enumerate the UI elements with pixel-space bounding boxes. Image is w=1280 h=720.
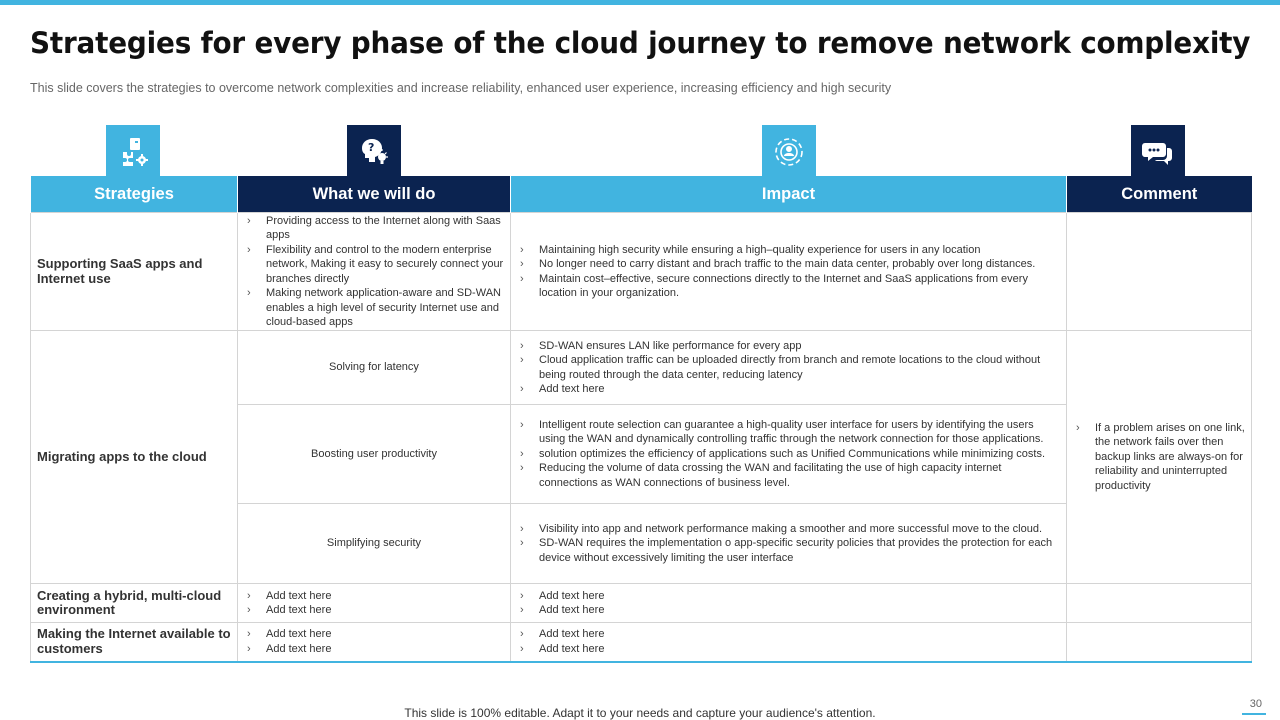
what-cell: Boosting user productivity — [238, 405, 511, 504]
list-item: › Visibility into app and network performance making a smoother and more successful move to the cloud. — [517, 522, 1060, 537]
page-number-underline — [1242, 713, 1266, 715]
page-number: 30 — [1249, 698, 1262, 710]
list-item: › Cloud application traffic can be uploaded directly from branch and remote locations to the cloud without being routed through the data center, reducing latency — [517, 353, 1060, 382]
comment-cell — [1067, 584, 1252, 623]
strategy-icon — [106, 125, 160, 179]
comment-cell — [1067, 213, 1252, 331]
list-item: › Providing access to the Internet along with Saas apps — [244, 214, 504, 243]
list-item: › Add text here — [244, 642, 504, 657]
table-row — [31, 584, 1252, 623]
list-item: › Add text here — [517, 603, 1060, 618]
impact-cell — [511, 213, 1067, 331]
slide-subtitle: This slide covers the strategies to overcome network complexities and increase reliability, enhanced user experience, increasing efficiency and high security — [30, 81, 892, 95]
impact-cell — [511, 331, 1067, 405]
list-item: › Making network application-aware and SD-WAN enables a high level of security Internet use and cloud-based apps — [244, 286, 504, 330]
list-item: › SD-WAN requires the implementation o app-specific security policies that provides the protection for each device without excessively limiting the user interface — [517, 536, 1060, 565]
list-item: › SD-WAN ensures LAN like performance for every app — [517, 339, 1060, 354]
what-cell: Solving for latency — [238, 331, 511, 405]
list-item: › Add text here — [244, 627, 504, 642]
table-row — [31, 623, 1252, 662]
what-cell — [238, 584, 511, 623]
what-cell — [238, 623, 511, 662]
table-header-row — [31, 176, 1252, 213]
strategy-cell: Creating a hybrid, multi-cloud environment — [31, 584, 238, 623]
strategy-cell: Migrating apps to the cloud — [31, 331, 238, 584]
list-item: › Reducing the volume of data crossing the WAN and facilitating the use of high capacity internet connections as WAN connections of business level. — [517, 461, 1060, 490]
what-cell: Simplifying security — [238, 504, 511, 584]
list-item: › No longer need to carry distant and brach traffic to the main data center, probably over long distances. — [517, 257, 1060, 272]
strategy-cell: Supporting SaaS apps and Internet use — [31, 213, 238, 331]
table-row — [31, 331, 1252, 405]
table-row — [31, 213, 1252, 331]
impact-cell — [511, 504, 1067, 584]
chat-bubbles-icon — [1131, 125, 1185, 179]
list-item: › solution optimizes the efficiency of applications such as Unified Communications while minimizing costs. — [517, 447, 1060, 462]
svg-text:?: ? — [368, 141, 375, 154]
impact-cell — [511, 584, 1067, 623]
slide-footer: This slide is 100% editable. Adapt it to your needs and capture your audience's attention. — [404, 706, 876, 720]
impact-cell — [511, 405, 1067, 504]
top-accent-bar — [0, 0, 1280, 5]
list-item: › If a problem arises on one link, the network fails over then backup links are always-on for reliability and uninterrupted productivity — [1073, 421, 1245, 494]
slide-title: Strategies for every phase of the cloud journey to remove network complexity — [30, 26, 1251, 60]
list-item: › Maintaining high security while ensuring a high–quality experience for users in any location — [517, 243, 1060, 258]
header-strategies: Strategies — [31, 176, 238, 213]
impact-cell — [511, 623, 1067, 662]
header-comment: Comment — [1067, 176, 1252, 213]
list-item: › Add text here — [517, 642, 1060, 657]
comment-cell — [1067, 331, 1252, 584]
header-impact: Impact — [511, 176, 1067, 213]
comment-cell — [1067, 623, 1252, 662]
list-item: › Flexibility and control to the modern enterprise network, Making it easy to securely connect your branches directly — [244, 243, 504, 287]
what-cell — [238, 213, 511, 331]
list-item: › Add text here — [244, 603, 504, 618]
strategy-cell: Making the Internet available to customers — [31, 623, 238, 662]
list-item: › Add text here — [517, 589, 1060, 604]
list-item: › Add text here — [244, 589, 504, 604]
target-cycle-icon — [762, 125, 816, 179]
header-what-we-will-do: What we will do — [238, 176, 511, 213]
strategies-table — [30, 176, 1252, 663]
list-item: › Add text here — [517, 382, 1060, 397]
idea-head-icon — [347, 125, 401, 179]
list-item: › Maintain cost–effective, secure connections directly to the Internet and SaaS applications from every location in your organization. — [517, 272, 1060, 301]
list-item: › Add text here — [517, 627, 1060, 642]
list-item: › Intelligent route selection can guarantee a high-quality user interface for users by identifying the users using the WAN and dynamically controlling traffic through the network connection for those applications. — [517, 418, 1060, 447]
